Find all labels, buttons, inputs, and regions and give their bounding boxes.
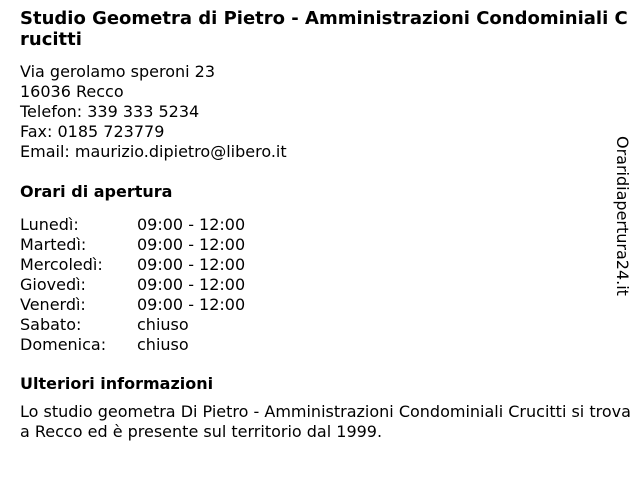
day-label: Martedì: bbox=[20, 235, 87, 254]
day-label: Venerdì: bbox=[20, 295, 86, 314]
time-value: 09:00 - 12:00 bbox=[137, 275, 246, 294]
city: 16036 Recco bbox=[20, 82, 124, 101]
time-value: 09:00 - 12:00 bbox=[137, 215, 246, 234]
time-value: 09:00 - 12:00 bbox=[137, 255, 246, 274]
hours-row bbox=[20, 235, 632, 255]
phone-number: Telefon: 339 333 5234 bbox=[20, 102, 200, 121]
time-value: 09:00 - 12:00 bbox=[137, 235, 246, 254]
more-info-heading: Ulteriori informazioni bbox=[20, 374, 214, 393]
more-info-text: Lo studio geometra Di Pietro - Amministrazioni Condominiali Crucitti si trova a Recco ed è presente sul territorio dal 1999. bbox=[20, 402, 631, 441]
business-card bbox=[20, 8, 632, 442]
fax-number: Fax: 0185 723779 bbox=[20, 122, 165, 141]
time-value: 09:00 - 12:00 bbox=[137, 295, 246, 314]
day-label: Domenica: bbox=[20, 335, 107, 354]
opening-hours-table bbox=[20, 215, 632, 355]
street-address: Via gerolamo speroni 23 bbox=[20, 62, 216, 81]
time-value: chiuso bbox=[137, 315, 189, 334]
page-title: Studio Geometra di Pietro - Amministrazioni Condominiali Crucitti bbox=[20, 8, 628, 50]
hours-row bbox=[20, 295, 632, 315]
watermark-text: Oraridiapertura24.it bbox=[613, 136, 632, 296]
hours-row bbox=[20, 335, 632, 355]
hours-row bbox=[20, 315, 632, 335]
hours-row bbox=[20, 275, 632, 295]
hours-row bbox=[20, 215, 632, 235]
day-label: Sabato: bbox=[20, 315, 82, 334]
contact-block bbox=[20, 62, 632, 162]
day-label: Giovedì: bbox=[20, 275, 86, 294]
day-label: Lunedì: bbox=[20, 215, 79, 234]
email-address: Email: maurizio.dipietro@libero.it bbox=[20, 142, 287, 161]
hours-heading: Orari di apertura bbox=[20, 182, 173, 201]
time-value: chiuso bbox=[137, 335, 189, 354]
hours-row bbox=[20, 255, 632, 275]
day-label: Mercoledì: bbox=[20, 255, 103, 274]
